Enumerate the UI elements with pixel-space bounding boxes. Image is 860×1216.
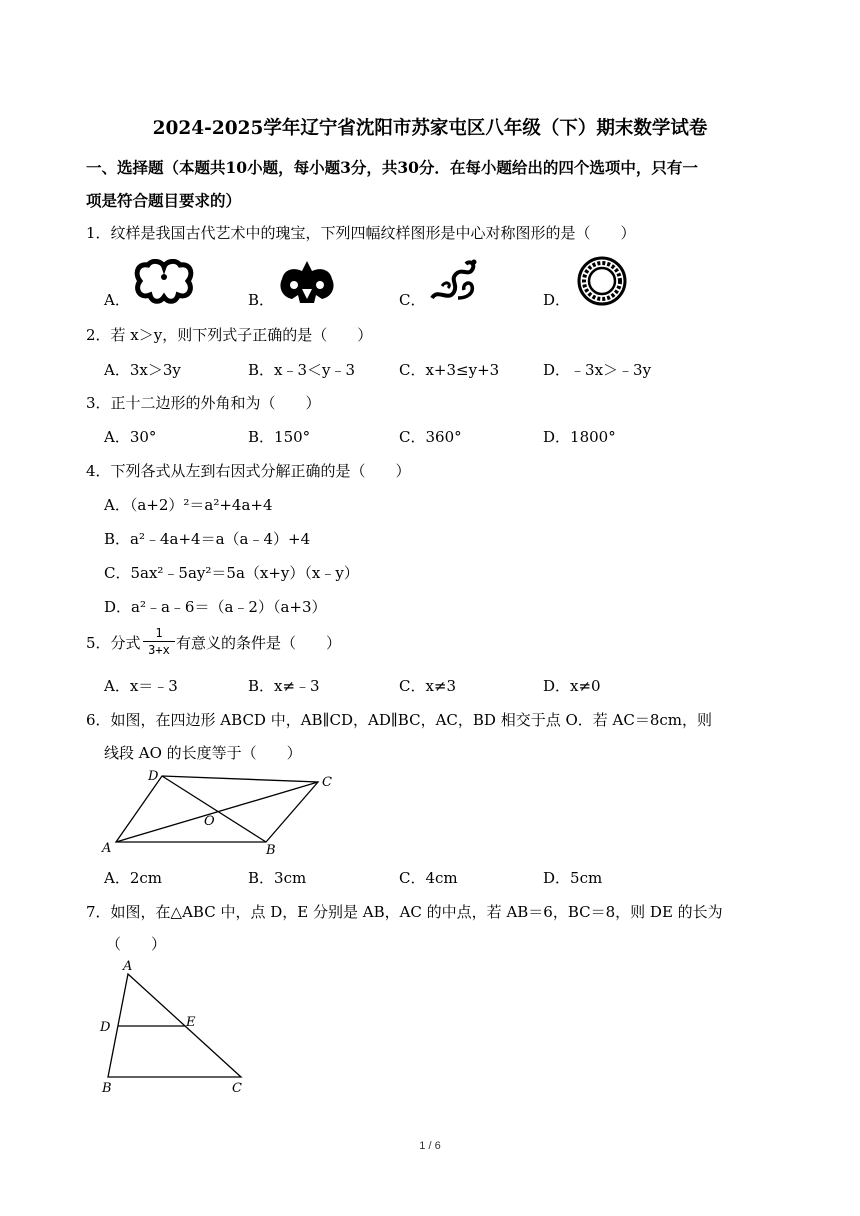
q3-option-d: D．1800° xyxy=(543,428,616,446)
vertex-label-d: D xyxy=(100,1020,111,1035)
vertex-label-c: C xyxy=(322,775,332,790)
q5-option-d: D．x≠0 xyxy=(543,677,601,695)
q2-option-a: A．3x＞3y xyxy=(104,361,181,379)
ruyi-pattern-icon xyxy=(276,259,338,305)
q4-option-b: B．a²﹣4a+4＝a（a﹣4）+4 xyxy=(104,530,311,548)
question-5-stem-prefix: 5．分式 xyxy=(86,634,141,652)
q5-option-b: B．x≠﹣3 xyxy=(248,677,320,695)
q2-option-b: B．x﹣3＜y﹣3 xyxy=(248,361,356,379)
cloud-pattern-icon xyxy=(132,259,196,305)
vertex-label-o: O xyxy=(204,814,215,829)
fraction-denominator: 3+x xyxy=(148,643,170,657)
fraction-bar xyxy=(143,641,175,642)
vertex-label-e: E xyxy=(186,1015,196,1030)
section-heading-line2: 项是符合题目要求的） xyxy=(86,191,242,210)
page-number: 1 / 6 xyxy=(419,1140,441,1152)
vertex-label-c: C xyxy=(232,1081,242,1096)
parallelogram-figure xyxy=(98,766,340,858)
q6-option-a: A．2cm xyxy=(104,869,163,887)
vertex-label-b: B xyxy=(266,843,276,858)
question-3-stem: 3．正十二边形的外角和为（ ） xyxy=(86,394,321,412)
q6-option-b: B．3cm xyxy=(248,869,307,887)
q3-option-c: C．360° xyxy=(399,428,462,446)
scroll-pattern-icon xyxy=(428,258,480,304)
page-title: 2024-2025学年辽宁省沈阳市苏家屯区八年级（下）期末数学试卷 xyxy=(152,118,708,139)
q6-option-d: D．5cm xyxy=(543,869,603,887)
question-6-stem-line2: 线段 AO 的长度等于（ ） xyxy=(104,744,302,762)
question-4-stem: 4．下列各式从左到右因式分解正确的是（ ） xyxy=(86,462,411,480)
question-2-stem: 2．若 x＞y，则下列式子正确的是（ ） xyxy=(86,326,373,344)
question-5-stem-suffix: 有意义的条件是（ ） xyxy=(176,634,342,652)
q6-option-c: C．4cm xyxy=(399,869,458,887)
q3-option-b: B．150° xyxy=(248,428,311,446)
ring-pattern-icon xyxy=(576,255,628,307)
q4-option-c: C．5ax²﹣5ay²＝5a（x+y）（x﹣y） xyxy=(104,564,359,582)
vertex-label-a: A xyxy=(102,841,112,856)
q4-option-d: D．a²﹣a﹣6＝（a﹣2）（a+3） xyxy=(104,598,327,616)
q1-option-d: D． xyxy=(543,291,571,309)
q4-option-a: A．（a+2）²＝a²+4a+4 xyxy=(104,496,273,514)
fraction-numerator: 1 xyxy=(155,626,163,640)
q5-option-a: A．x＝﹣3 xyxy=(104,677,178,695)
q1-option-b: B． xyxy=(248,291,275,309)
section-heading-line1: 一、选择题（本题共10小题，每小题3分，共30分．在每小题给出的四个选项中，只有一 xyxy=(86,158,698,177)
question-6-stem-line1: 6．如图，在四边形 ABCD 中，AB∥CD，AD∥BC，AC，BD 相交于点 O．若 AC＝8cm，则 xyxy=(86,711,713,729)
vertex-label-b: B xyxy=(102,1081,112,1096)
vertex-label-d: D xyxy=(148,769,159,784)
question-1-stem: 1．纹样是我国古代艺术中的瑰宝，下列四幅纹样图形是中心对称图形的是（ ） xyxy=(86,224,636,242)
q3-option-a: A．30° xyxy=(104,428,157,446)
question-7-stem-line1: 7．如图，在△ABC 中，点 D，E 分别是 AB，AC 的中点，若 AB＝6，BC＝8，则 DE 的长为 xyxy=(86,903,723,921)
q1-option-c: C． xyxy=(399,291,426,309)
fraction xyxy=(141,626,177,657)
q1-option-a: A． xyxy=(104,291,130,309)
q5-option-c: C．x≠3 xyxy=(399,677,457,695)
vertex-label-a: A xyxy=(123,959,133,974)
q2-option-d: D．﹣3x＞﹣3y xyxy=(543,361,652,379)
triangle-figure xyxy=(98,956,248,1098)
q2-option-c: C．x+3≤y+3 xyxy=(399,361,500,379)
question-7-stem-line2: （ ） xyxy=(106,935,167,953)
